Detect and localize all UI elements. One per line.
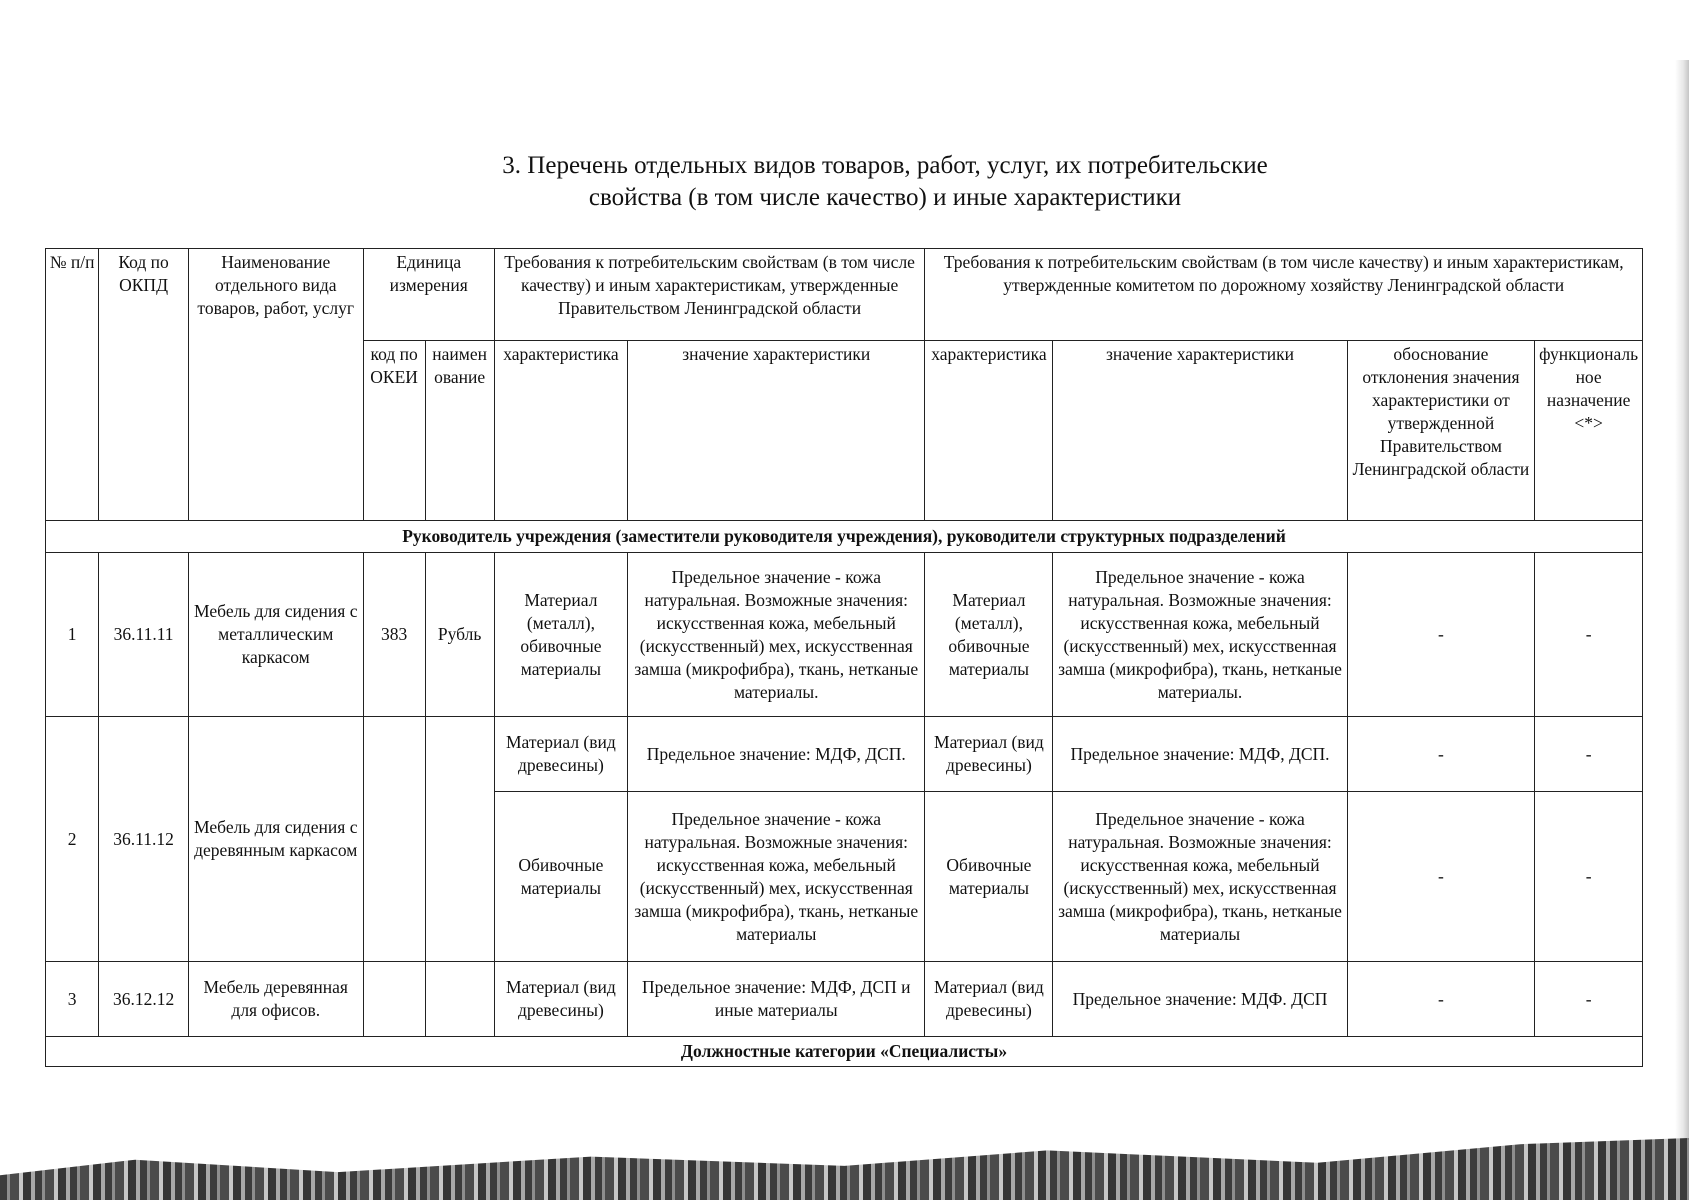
row-okpd: 36.11.12 — [99, 717, 189, 962]
row-gov-characteristic: Материал (вид древесины) — [494, 962, 627, 1037]
header-purpose: функциональное назначение <*> — [1535, 341, 1643, 521]
header-row-1 — [46, 249, 1643, 341]
header-justification: обоснование отклонения значения характеристики от утвержденной Правительством Ленинградской области — [1347, 341, 1535, 521]
row-name: Мебель для сидения с металлическим каркасом — [188, 553, 363, 717]
document-title — [0, 150, 1689, 214]
row-okpd: 36.11.11 — [99, 553, 189, 717]
row-com-characteristic: Обивочные материалы — [925, 792, 1053, 962]
row-gov-value: Предельное значение: МДФ, ДСП и иные материалы — [628, 962, 925, 1037]
row-com-characteristic: Материал (вид древесины) — [925, 717, 1053, 792]
row-okpd: 36.12.12 — [99, 962, 189, 1037]
row-num: 2 — [46, 717, 99, 962]
row-purpose: - — [1535, 962, 1643, 1037]
table-row — [46, 962, 1643, 1037]
row-justification: - — [1347, 962, 1535, 1037]
row-com-characteristic: Материал (вид древесины) — [925, 962, 1053, 1037]
row-com-value: Предельное значение: МДФ, ДСП. — [1053, 717, 1347, 792]
header-okei-code: код по ОКЕИ — [363, 341, 425, 521]
row-purpose: - — [1535, 553, 1643, 717]
row-justification: - — [1347, 717, 1535, 792]
header-num: № п/п — [46, 249, 99, 521]
header-unit: Единица измерения — [363, 249, 494, 341]
row-gov-value: Предельное значение - кожа натуральная. Возможные значения: искусственная кожа, мебельный (искусственный) мех, искусственная замша (микрофибра), ткань, нетканые материалы. — [628, 553, 925, 717]
row-okei — [363, 717, 425, 962]
row-name: Мебель деревянная для офисов. — [188, 962, 363, 1037]
section-specialists: Должностные категории «Специалисты» — [46, 1037, 1643, 1067]
row-gov-characteristic: Материал (металл), обивочные материалы — [494, 553, 627, 717]
row-num: 3 — [46, 962, 99, 1037]
row-com-characteristic: Материал (металл), обивочные материалы — [925, 553, 1053, 717]
row-justification: - — [1347, 792, 1535, 962]
row-okei: 383 — [363, 553, 425, 717]
row-name: Мебель для сидения с деревянным каркасом — [188, 717, 363, 962]
title-line-1: 3. Перечень отдельных видов товаров, работ, услуг, их потребительские — [502, 152, 1268, 179]
row-com-value: Предельное значение: МДФ. ДСП — [1053, 962, 1347, 1037]
section-row — [46, 1037, 1643, 1067]
row-unit — [425, 717, 494, 962]
section-managers: Руководитель учреждения (заместители руководителя учреждения), руководители структурных подразделений — [46, 521, 1643, 553]
header-gov-characteristic: характеристика — [494, 341, 627, 521]
scan-edge-right — [1675, 60, 1689, 1140]
row-gov-characteristic: Материал (вид древесины) — [494, 717, 627, 792]
header-com-value: значение характеристики — [1053, 341, 1347, 521]
row-com-value: Предельное значение - кожа натуральная. Возможные значения: искусственная кожа, мебельный (искусственный) мех, искусственная замша (микрофибра), ткань, нетканые материалы. — [1053, 553, 1347, 717]
row-okei — [363, 962, 425, 1037]
row-justification: - — [1347, 553, 1535, 717]
scan-edge-bottom — [0, 1138, 1689, 1200]
row-com-value: Предельное значение - кожа натуральная. Возможные значения: искусственная кожа, мебельный (искусственный) мех, искусственная замша (микрофибра), ткань, нетканые материалы — [1053, 792, 1347, 962]
header-gov-value: значение характеристики — [628, 341, 925, 521]
row-num: 1 — [46, 553, 99, 717]
row-purpose: - — [1535, 792, 1643, 962]
header-name: Наименование отдельного вида товаров, работ, услуг — [188, 249, 363, 521]
header-unit-name: наименование — [425, 341, 494, 521]
row-gov-value: Предельное значение - кожа натуральная. Возможные значения: искусственная кожа, мебельный (искусственный) мех, искусственная замша (микрофибра), ткань, нетканые материалы — [628, 792, 925, 962]
header-gov-requirements: Требования к потребительским свойствам (в том числе качеству) и иным характеристикам, утвержденные Правительством Ленинградской области — [494, 249, 925, 341]
table-row — [46, 553, 1643, 717]
header-okpd: Код по ОКПД — [99, 249, 189, 521]
row-unit — [425, 962, 494, 1037]
row-unit: Рубль — [425, 553, 494, 717]
requirements-table — [45, 248, 1643, 1067]
row-purpose: - — [1535, 717, 1643, 792]
header-com-characteristic: характеристика — [925, 341, 1053, 521]
table-row — [46, 717, 1643, 792]
header-committee-requirements: Требования к потребительским свойствам (в том числе качеству) и иным характеристикам, утвержденные комитетом по дорожному хозяйству Ленинградской области — [925, 249, 1643, 341]
row-gov-value: Предельное значение: МДФ, ДСП. — [628, 717, 925, 792]
row-gov-characteristic: Обивочные материалы — [494, 792, 627, 962]
section-row — [46, 521, 1643, 553]
title-line-2: свойства (в том числе качество) и иные характеристики — [588, 184, 1182, 211]
